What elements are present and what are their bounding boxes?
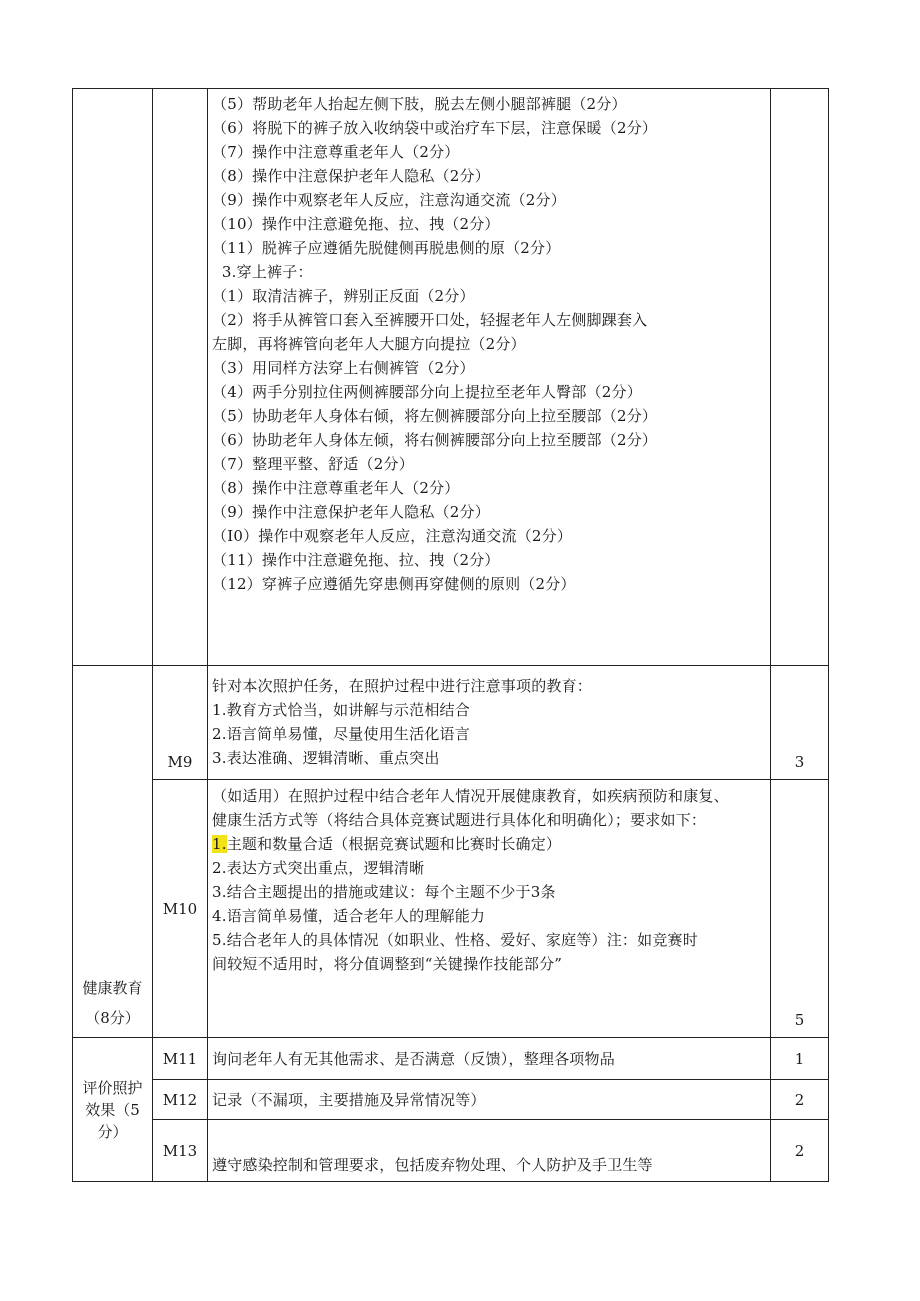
section-heading: 3.穿上裤子：	[212, 263, 313, 281]
item-code-m11: M11	[153, 1038, 208, 1080]
list-item: （如适用）在照护过程中结合老年人情况开展健康教育，如疾病预防和康复、	[212, 787, 729, 805]
item-content-lines	[208, 1047, 770, 1071]
list-item: 4.语言简单易懂，适合老年人的理解能力	[212, 907, 486, 925]
list-item: （8）操作中注意保护老年人隐私（2分）	[212, 167, 490, 185]
scoring-table-page	[72, 88, 828, 1182]
list-item: （12）穿裤子应遵循先穿患侧再穿健侧的原则（2分）	[212, 575, 576, 593]
list-item: （2）将手从裤管口套入至裤腰开口处，轻握老年人左侧脚踝套入	[212, 311, 648, 329]
list-item: （9）操作中观察老年人反应，注意沟通交流（2分）	[212, 191, 566, 209]
list-item: 3.结合主题提出的措施或建议：每个主题不少于3条	[212, 883, 556, 901]
category-points: 分）	[97, 1122, 128, 1141]
table-row-m10	[73, 780, 829, 1038]
list-item: （11）脱裤子应遵循先脱健侧再脱患侧的原（2分）	[212, 239, 561, 257]
item-score-m9: 3	[771, 666, 829, 780]
table-row-m9	[73, 666, 829, 780]
list-item: 1.教育方式恰当，如讲解与示范相结合	[212, 701, 470, 719]
item-content-m9	[208, 666, 771, 780]
list-item: （3）用同样方法穿上右侧裤管（2分）	[212, 359, 475, 377]
item-score-m12: 2	[771, 1080, 829, 1120]
code-cell-empty	[153, 89, 208, 666]
item-score-m10: 5	[771, 780, 829, 1038]
item-content-m10	[208, 780, 771, 1038]
table-row-m12	[73, 1080, 829, 1120]
category-evaluate-care	[73, 1038, 153, 1182]
list-item: （9）操作中注意保护老年人隐私（2分）	[212, 503, 490, 521]
table-row-m11	[73, 1038, 829, 1080]
item-content-m13	[208, 1120, 771, 1182]
item-content-lines	[208, 666, 770, 770]
item-content-m12	[208, 1080, 771, 1120]
list-item: （8）操作中注意尊重老年人（2分）	[212, 479, 460, 497]
list-item: 左脚，再将裤管向老年人大腿方向提拉（2分）	[212, 335, 526, 353]
list-item: （7）操作中注意尊重老年人（2分）	[212, 143, 460, 161]
item-code-m10: M10	[153, 780, 208, 1038]
item-code-m13: M13	[153, 1120, 208, 1182]
list-item: 2.表达方式突出重点，逻辑清晰	[212, 859, 425, 877]
list-item: 询问老年人有无其他需求、是否满意（反馈），整理各项物品	[212, 1049, 615, 1068]
category-label: 健康教育	[82, 979, 143, 997]
category-health-education	[73, 666, 153, 1038]
item-content-lines	[208, 1088, 770, 1112]
procedure-steps-cell	[208, 89, 771, 666]
list-item	[212, 832, 764, 856]
score-cell-empty	[771, 89, 829, 666]
item-code-m9: M9	[153, 666, 208, 780]
list-item: （6）协助老年人身体左倾，将右侧裤腰部分向上拉至腰部（2分）	[212, 431, 658, 449]
list-item: 3.表达准确、逻辑清晰、重点突出	[212, 749, 440, 767]
highlight-marker: 1.	[212, 835, 227, 853]
category-cell-empty	[73, 89, 153, 666]
category-label: 效果（5	[85, 1100, 140, 1119]
table-row-m13	[73, 1120, 829, 1182]
table-row-procedure	[73, 89, 829, 666]
procedure-steps-list	[208, 89, 770, 596]
list-item: （1）取清洁裤子，辨别正反面（2分）	[212, 287, 475, 305]
list-item: （7）整理平整、舒适（2分）	[212, 455, 414, 473]
list-item: 遵守感染控制和管理要求，包括废弃物处理、个人防护及手卫生等	[212, 1156, 653, 1174]
item-content-lines	[208, 780, 770, 976]
list-item: （I0）操作中观察老年人反应，注意沟通交流（2分）	[212, 527, 573, 545]
list-item: （5）协助老年人身体右倾，将左侧裤腰部分向上拉至腰部（2分）	[212, 407, 658, 425]
category-points: （8分）	[85, 1009, 140, 1027]
category-label: 评价照护	[82, 1078, 143, 1097]
list-item: 针对本次照护任务，在照护过程中进行注意事项的教育：	[212, 677, 593, 695]
list-item: 健康生活方式等（将结合具体竞赛试题进行具体化和明确化）；要求如下：	[212, 811, 707, 829]
item-content-m11	[208, 1038, 771, 1080]
list-item-text: 主题和数量合适（根据竞赛试题和比赛时长确定）	[226, 835, 562, 853]
list-item: （10）操作中注意避免拖、拉、拽（2分）	[212, 215, 500, 233]
list-item: （5）帮助老年人抬起左侧下肢，脱去左侧小腿部裤腿（2分）	[212, 95, 627, 113]
list-item: （11）操作中注意避免拖、拉、拽（2分）	[212, 551, 500, 569]
item-score-m11: 1	[771, 1038, 829, 1080]
list-item: 2.语言简单易懂，尽量使用生活化语言	[212, 725, 470, 743]
scoring-table	[72, 88, 829, 1182]
list-item: （6）将脱下的裤子放入收纳袋中或治疗车下层，注意保暖（2分）	[212, 119, 658, 137]
item-code-m12: M12	[153, 1080, 208, 1120]
list-item: 5.结合老年人的具体情况（如职业、性格、爱好、家庭等）注：如竞赛时	[212, 931, 698, 949]
list-item: （4）两手分别拉住两侧裤腰部分向上提拉至老年人臀部（2分）	[212, 383, 642, 401]
list-item: 间较短不适用时，将分值调整到“关键操作技能部分”	[212, 955, 563, 973]
list-item: 记录（不漏项，主要措施及异常情况等）	[212, 1090, 486, 1109]
item-score-m13: 2	[771, 1120, 829, 1182]
